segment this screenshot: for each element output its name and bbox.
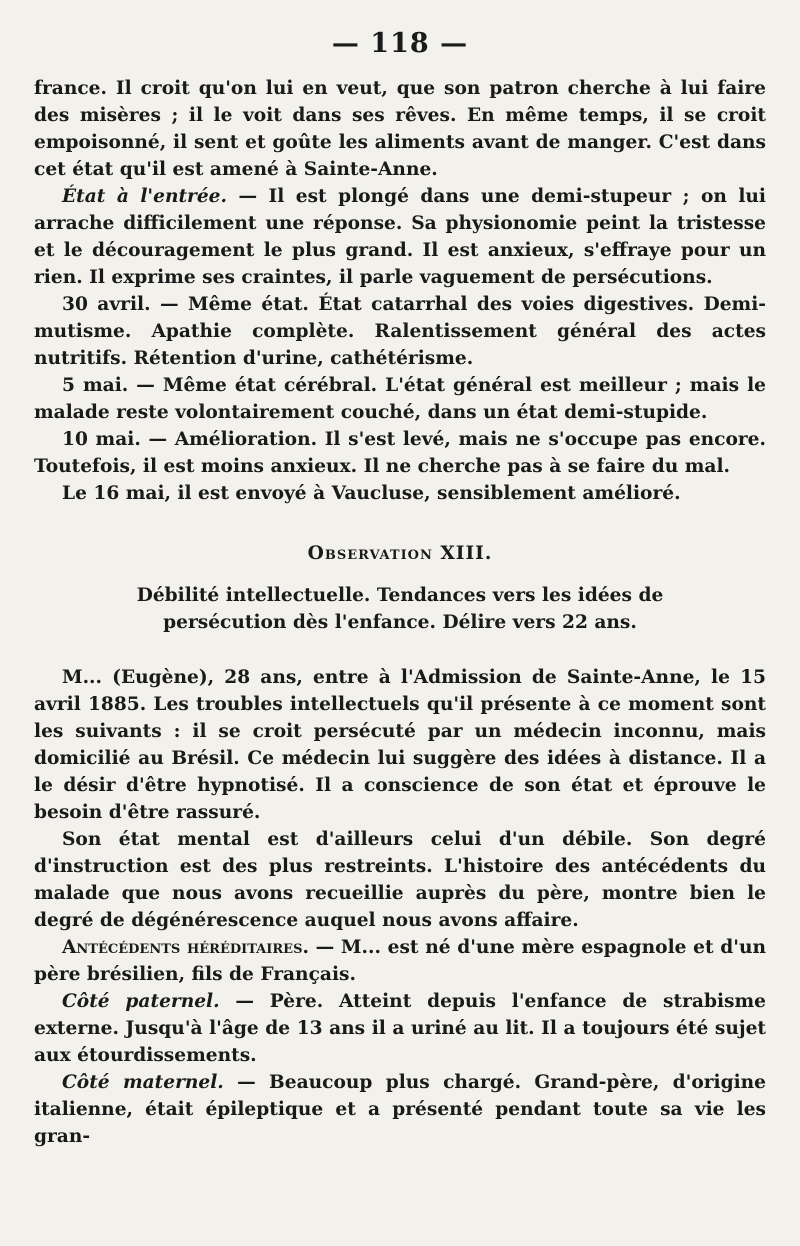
etat-entree-text: — Il est plongé dans une demi-stupeur ; on lui arrache difficilement une réponse. Sa physionomie peint la tristesse et le découragement le plus grand. Il est anxieux, s'effraye pour un rien. Il exprime ses craintes, il parle vaguement de persécutions. xyxy=(34,186,766,288)
paragraph-continued: france. Il croit qu'on lui en veut, que son patron cherche à lui faire des misères ; il le voit dans ses rêves. En même temps, il se croit empoisonné, il sent et goûte les aliments avant de manger. C'est dans cet état qu'il est amené à Sainte-Anne. xyxy=(34,78,766,180)
paragraph-cote-paternel xyxy=(34,988,766,1069)
cote-paternel-text: — Père. Atteint depuis l'enfance de strabisme externe. Jusqu'à l'âge de 13 ans il a uriné au lit. Il a toujours été sujet aux étourdissements. xyxy=(34,991,766,1066)
paragraph-antecedents xyxy=(34,934,766,988)
etat-entree-label: État à l'entrée. xyxy=(62,186,227,207)
paragraph-cote-maternel xyxy=(34,1069,766,1150)
antecedents-text: — M... est né d'une mère espagnole et d'un père brésilien, fils de Français. xyxy=(34,937,766,985)
observation-title: Observation XIII. xyxy=(307,543,493,564)
entry-30-avril: 30 avril. — Même état. État catarrhal des voies digestives. Demi-mutisme. Apathie complète. Ralentissement général des actes nutritifs. Rétention d'urine, cathétérisme. xyxy=(34,294,766,369)
entry-5-mai: 5 mai. — Même état cérébral. L'état général est meilleur ; mais le malade reste volontairement couché, dans un état demi-stupide. xyxy=(34,375,766,423)
paragraph-etat-entree xyxy=(34,183,766,291)
cote-paternel-label: Côté paternel. xyxy=(62,991,220,1012)
cote-maternel-label: Côté maternel. xyxy=(62,1072,224,1093)
antecedents-label: Antécédents héréditaires. xyxy=(62,937,309,958)
cote-maternel-text: — Beaucoup plus chargé. Grand-père, d'origine italienne, était épileptique et a présenté pendant toute sa vie les gran- xyxy=(34,1072,766,1147)
body-paragraph-1: M... (Eugène), 28 ans, entre à l'Admission de Sainte-Anne, le 15 avril 1885. Les troubles intellectuels qu'il présente à ce moment sont les suivants : il se croit persécuté par un médecin inconnu, mais domicilié au Brésil. Ce médecin lui suggère des idées à distance. Il a le désir d'être hypnotisé. Il a conscience de son état et éprouve le besoin d'être rassuré. xyxy=(34,667,766,823)
entry-10-mai: 10 mai. — Amélioration. Il s'est levé, mais ne s'occupe pas encore. Toutefois, il est moins anxieux. Il ne cherche pas à se faire du mal. xyxy=(34,429,766,477)
body-paragraph-2: Son état mental est d'ailleurs celui d'un débile. Son degré d'instruction est des plus restreints. L'histoire des antécédents du malade que nous avons recueillie auprès du père, montre bien le degré de dégénérescence auquel nous avons affaire. xyxy=(34,829,766,931)
entry-16-mai: Le 16 mai, il est envoyé à Vaucluse, sensiblement amélioré. xyxy=(62,483,681,504)
page-number: — 118 — xyxy=(331,28,469,59)
observation-summary: Débilité intellectuelle. Tendances vers les idées de persécution dès l'enfance. Délire vers 22 ans. xyxy=(136,585,664,633)
